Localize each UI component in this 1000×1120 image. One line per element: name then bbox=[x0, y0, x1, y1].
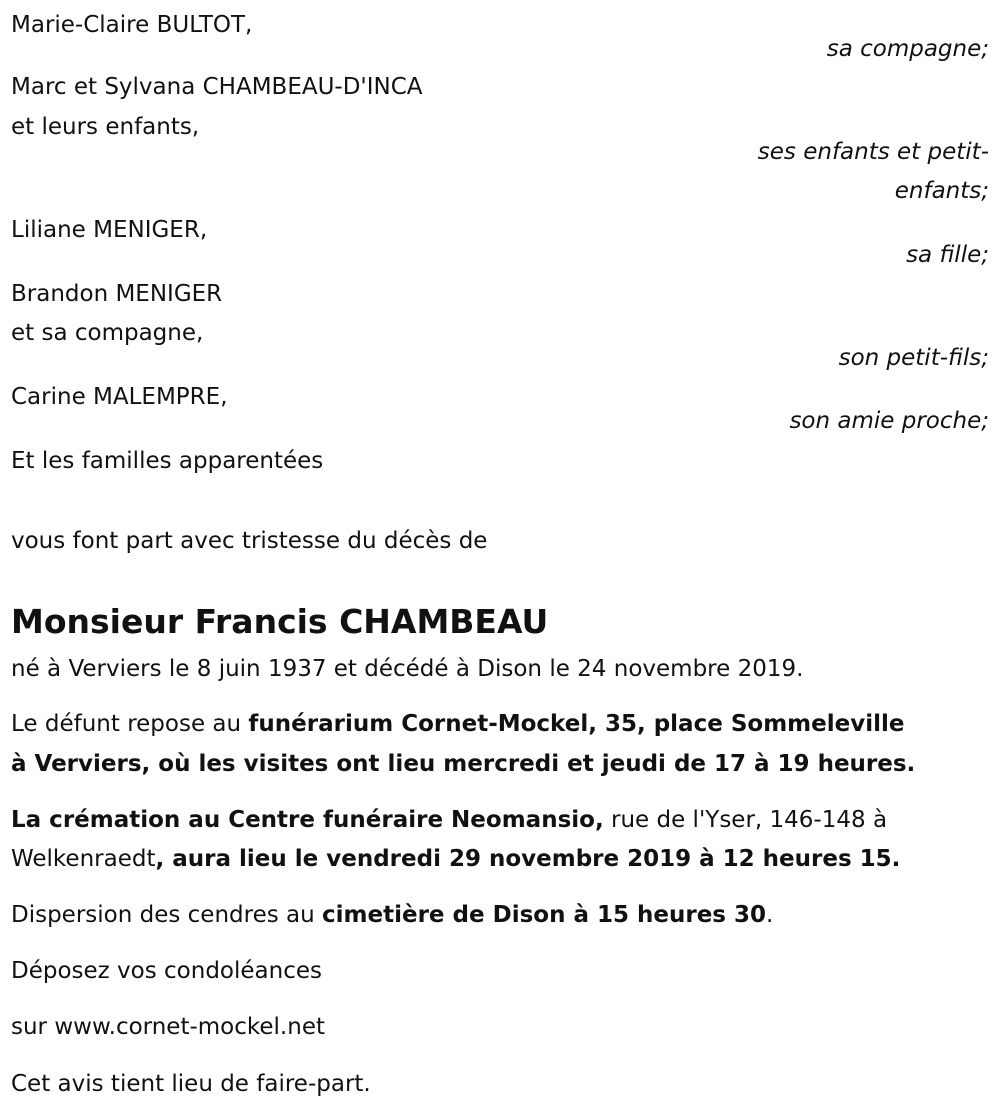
family-relation-5: son amie proche; bbox=[789, 408, 989, 434]
family-others: Et les familles apparentées bbox=[11, 448, 324, 474]
family-relation-2b: enfants; bbox=[894, 178, 989, 204]
repose-visits: à Verviers, où les visites ont lieu mercredi et jeudi de 17 à 19 heures. bbox=[11, 751, 916, 777]
cremation-date: , aura lieu le vendredi 29 novembre 2019 à 12 heures 15. bbox=[155, 846, 901, 872]
repose-text: Le défunt repose au bbox=[11, 711, 249, 737]
family-name-2: Marc et Sylvana CHAMBEAU-D'INCA bbox=[11, 74, 423, 100]
closing-line: Cet avis tient lieu de faire-part. bbox=[11, 1071, 371, 1097]
cremation-line-1 bbox=[11, 807, 887, 833]
family-relation-1: sa compagne; bbox=[826, 36, 989, 62]
family-name-1: Marie-Claire BULTOT, bbox=[11, 12, 253, 38]
deceased-name: Monsieur Francis CHAMBEAU bbox=[11, 602, 549, 641]
dispersion-line bbox=[11, 902, 773, 928]
deceased-dates: né à Verviers le 8 juin 1937 et décédé à Dison le 24 novembre 2019. bbox=[11, 656, 804, 682]
cremation-address: rue de l'Yser, 146-148 à bbox=[603, 807, 888, 833]
dispersion-text: Dispersion des cendres au bbox=[11, 902, 323, 928]
repose-line-2 bbox=[11, 751, 915, 777]
family-name-3: Liliane MENIGER, bbox=[11, 217, 208, 243]
cremation-city: Welkenraedt bbox=[11, 846, 156, 872]
cremation-place: La crémation au Centre funéraire Neomansio, bbox=[11, 807, 604, 833]
condolences-line-1: Déposez vos condoléances bbox=[11, 958, 322, 984]
family-name-4: Brandon MENIGER bbox=[11, 281, 223, 307]
repose-line-1 bbox=[11, 711, 904, 737]
dispersion-end: . bbox=[766, 902, 774, 928]
announcement: vous font part avec tristesse du décès de bbox=[11, 528, 488, 554]
family-name-5: Carine MALEMPRE, bbox=[11, 384, 228, 410]
dispersion-place: cimetière de Dison à 15 heures 30 bbox=[322, 902, 766, 928]
family-relation-3: sa fille; bbox=[906, 242, 989, 268]
family-relation-4: son petit-fils; bbox=[838, 345, 989, 371]
family-name-2b: et leurs enfants, bbox=[11, 114, 200, 140]
family-relation-2: ses enfants et petit- bbox=[757, 139, 989, 165]
cremation-line-2 bbox=[11, 846, 900, 872]
family-name-4b: et sa compagne, bbox=[11, 320, 204, 346]
condolences-line-2: sur www.cornet-mockel.net bbox=[11, 1014, 325, 1040]
repose-location: funérarium Cornet-Mockel, 35, place Sommeleville bbox=[248, 711, 905, 737]
